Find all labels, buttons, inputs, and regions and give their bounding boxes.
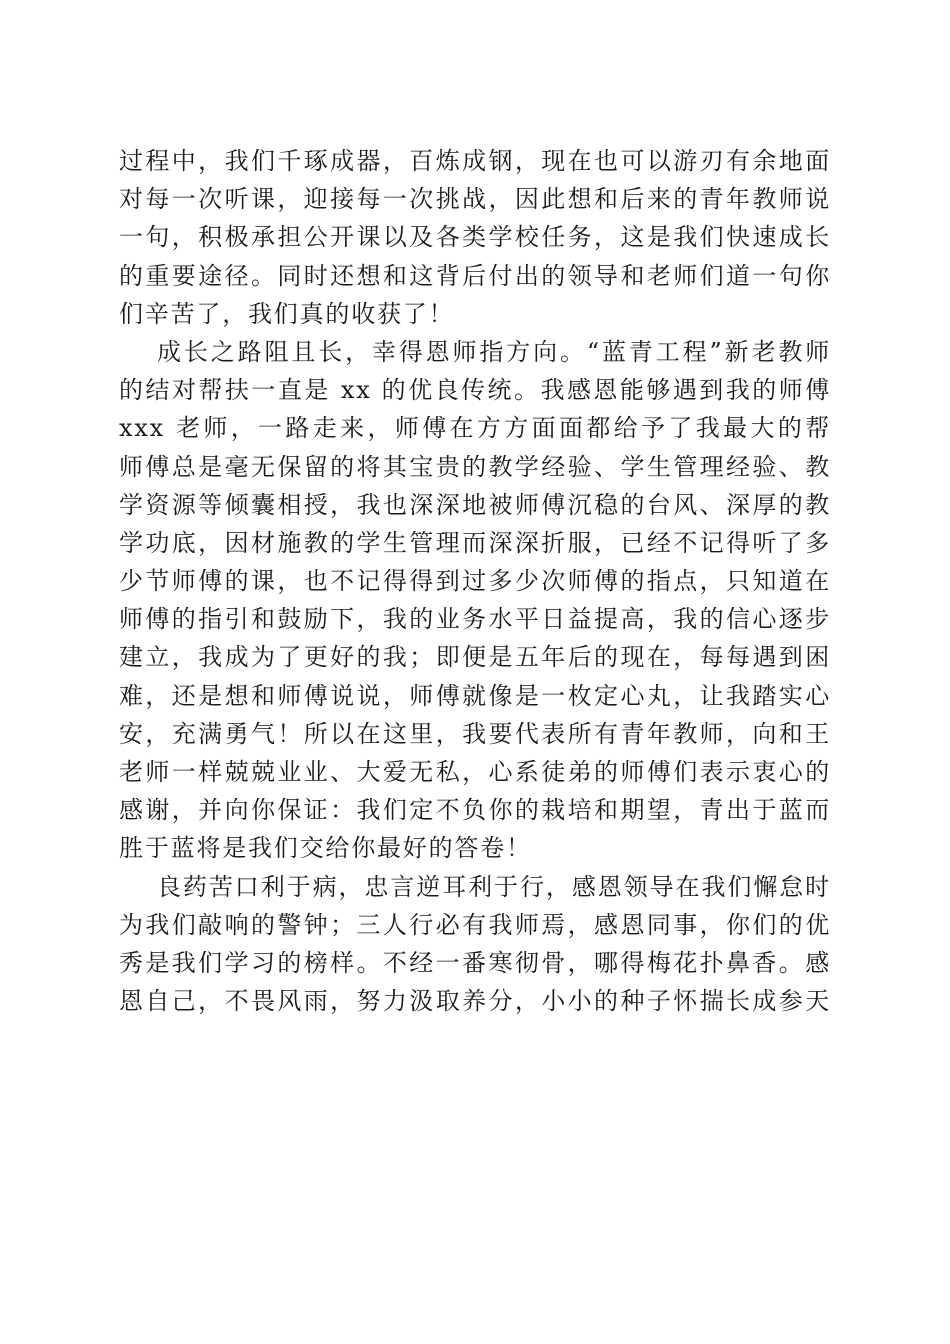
text-line: 胜于蓝将是我们交给你最好的答卷！: [119, 834, 532, 863]
text-line: 一句，积极承担公开课以及各类学校任务，这是我们快速成长: [119, 223, 831, 252]
text-line: 老师一样兢兢业业、大爱无私，心系徒弟的师傅们表示衷心的: [119, 758, 831, 786]
text-line: xxx 老师，一路走来，师傅在方方面面都给予了我最大的帮: [119, 414, 831, 443]
text-line: 恩自己，不畏风雨，努力汲取养分，小小的种子怀揣长成参天: [119, 987, 831, 1016]
text-line: 安，充满勇气！所以在这里，我要代表所有青年教师，向和王: [119, 719, 831, 748]
text-line: 秀是我们学习的榜样。不经一番寒彻骨，哪得梅花扑鼻香。感: [119, 948, 831, 977]
text-line: 学资源等倾囊相授，我也深深地被师傅沉稳的台风、深厚的教: [119, 490, 831, 519]
text-line: 过程中，我们千琢成器，百炼成钢，现在也可以游刃有余地面: [119, 147, 831, 175]
text-line: 为我们敲响的警钟；三人行必有我师焉，感恩同事，你们的优: [119, 910, 831, 939]
text-line: 的重要途径。同时还想和这背后付出的领导和老师们道一句你: [119, 261, 831, 290]
text-line: 师傅总是毫无保留的将其宝贵的教学经验、学生管理经验、教: [119, 452, 831, 481]
paragraph-start-line: 成长之路阻且长，幸得恩师指方向。“蓝青工程”新老教师: [157, 337, 831, 366]
text-line: 学功底，因材施教的学生管理而深深折服，已经不记得听了多: [119, 528, 831, 557]
text-line: 感谢，并向你保证：我们定不负你的栽培和期望，青出于蓝而: [119, 796, 831, 825]
text-line: 难，还是想和师傅说说，师傅就像是一枚定心丸，让我踏实心: [119, 681, 831, 710]
text-line: 少节师傅的课，也不记得得到过多少次师傅的指点，只知道在: [119, 567, 831, 596]
text-line: 师傅的指引和鼓励下，我的业务水平日益提高，我的信心逐步: [119, 605, 831, 634]
text-line: 建立，我成为了更好的我；即便是五年后的现在，每每遇到困: [119, 643, 831, 672]
text-line: 们辛苦了，我们真的收获了！: [119, 299, 455, 328]
text-line: 对每一次听课，迎接每一次挑战，因此想和后来的青年教师说: [119, 185, 831, 214]
paragraph-start-line: 良药苦口利于病，忠言逆耳利于行，感恩领导在我们懈怠时: [157, 872, 831, 901]
text-line: 的结对帮扶一直是 xx 的优良传统。我感恩能够遇到我的师傅: [119, 376, 831, 405]
body-text: [119, 142, 831, 1020]
